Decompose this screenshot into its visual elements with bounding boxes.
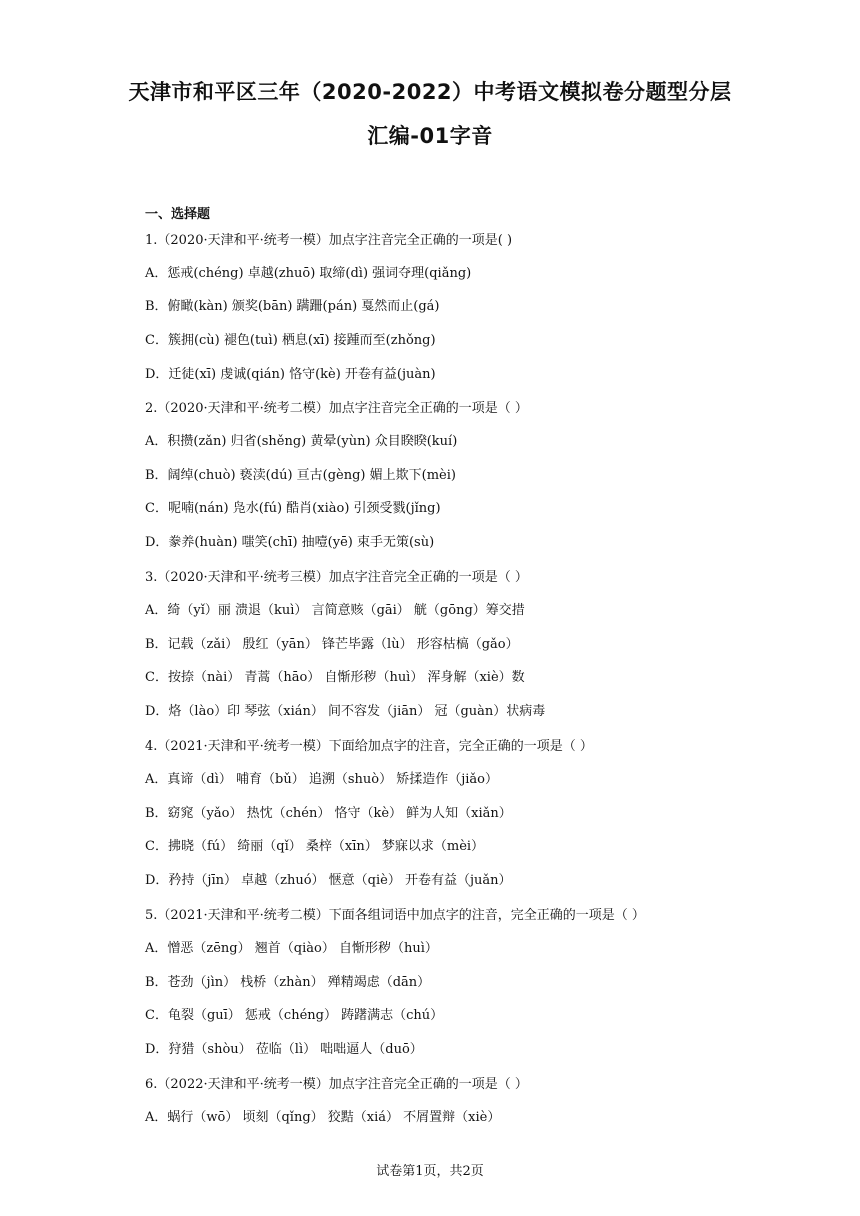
question-5-stem: 5.（2021·天津和平·统考二模）下面各组词语中加点字的注音，完全正确的一项是（ ） [145, 908, 645, 923]
question-2-option-d: D．豢养(huàn) 嗤笑(chī) 抽噎(yē) 束手无策(sù) [145, 535, 435, 550]
question-2-stem: 2.（2020·天津和平·统考二模）加点字注音完全正确的一项是（ ） [145, 401, 528, 416]
question-4-option-d: D．矜持（jīn） 卓越（zhuó） 惬意（qiè） 开卷有益（juǎn） [145, 873, 512, 888]
question-5-option-b: B．苍劲（jìn） 栈桥（zhàn） 殚精竭虑（dān） [145, 975, 431, 990]
page-footer: 试卷第1页，共2页 [376, 1164, 484, 1179]
question-2-option-b: B．阔绰(chuò) 亵渎(dú) 亘古(gèng) 媚上欺下(mèi) [145, 468, 456, 483]
section-heading: 一、选择题 [145, 207, 211, 222]
question-3-option-c: C．按捺（nài） 青蒿（hāo） 自惭形秽（huì） 浑身解（xiè）数 [145, 670, 525, 685]
question-3-stem: 3.（2020·天津和平·统考三模）加点字注音完全正确的一项是（ ） [145, 570, 528, 585]
question-5-option-d: D．狩猎（shòu） 莅临（lì） 咄咄逼人（duō） [145, 1042, 423, 1057]
question-4-option-c: C．拂晓（fú） 绮丽（qǐ） 桑梓（xīn） 梦寐以求（mèi） [145, 839, 485, 854]
question-3-option-a: A．绮（yǐ）丽 溃退（kuì） 言简意赅（gāi） 觥（gōng）筹交措 [145, 603, 525, 618]
question-1-option-a: A．惩戒(chéng) 卓越(zhuō) 取缔(dì) 强词夺理(qiǎng) [145, 266, 472, 281]
question-3-option-d: D．烙（lào）印 琴弦（xián） 间不容发（jiān） 冠（guàn）状病毒 [145, 704, 546, 719]
question-1-option-d: D．迁徒(xī) 虔诚(qián) 恪守(kè) 开卷有益(juàn) [145, 367, 436, 382]
page-title-line-2: 汇编-01字音 [367, 124, 493, 148]
question-6-stem: 6.（2022·天津和平·统考一模）加点字注音完全正确的一项是（ ） [145, 1077, 528, 1092]
question-4-option-b: B．窈窕（yǎo） 热忱（chén） 恪守（kè） 鲜为人知（xiǎn） [145, 806, 512, 821]
question-5-option-a: A．憎恶（zēng） 翘首（qiào） 自惭形秽（huì） [145, 941, 438, 956]
question-4-option-a: A．真谛（dì） 哺育（bǔ） 追溯（shuò） 矫揉造作（jiǎo） [145, 772, 498, 787]
question-1-stem: 1.（2020·天津和平·统考一模）加点字注音完全正确的一项是( ) [145, 233, 513, 248]
page-title-line-1: 天津市和平区三年（2020-2022）中考语文模拟卷分题型分层 [128, 80, 732, 104]
question-6-option-a: A．蜗行（wō） 顷刻（qǐng） 狡黠（xiá） 不屑置辩（xiè） [145, 1110, 501, 1125]
question-4-stem: 4.（2021·天津和平·统考一模）下面给加点字的注音，完全正确的一项是（ ） [145, 739, 593, 754]
question-3-option-b: B．记载（zǎi） 殷红（yān） 锋芒毕露（lù） 形容枯槁（gǎo） [145, 637, 519, 652]
question-2-option-a: A．积攒(zǎn) 归省(shěng) 黄晕(yùn) 众目睽睽(kuí) [145, 434, 458, 449]
question-1-option-b: B．俯瞰(kàn) 颁奖(bān) 蹒跚(pán) 戛然而止(gá) [145, 299, 440, 314]
question-5-option-c: C．龟裂（guī） 惩戒（chéng） 踌躇满志（chú） [145, 1008, 444, 1023]
question-1-option-c: C．簇拥(cù) 褪色(tuì) 栖息(xī) 接踵而至(zhǒng) [145, 333, 436, 348]
question-2-option-c: C．呢喃(nán) 凫水(fú) 酷肖(xiào) 引颈受戮(jǐng) [145, 501, 441, 516]
